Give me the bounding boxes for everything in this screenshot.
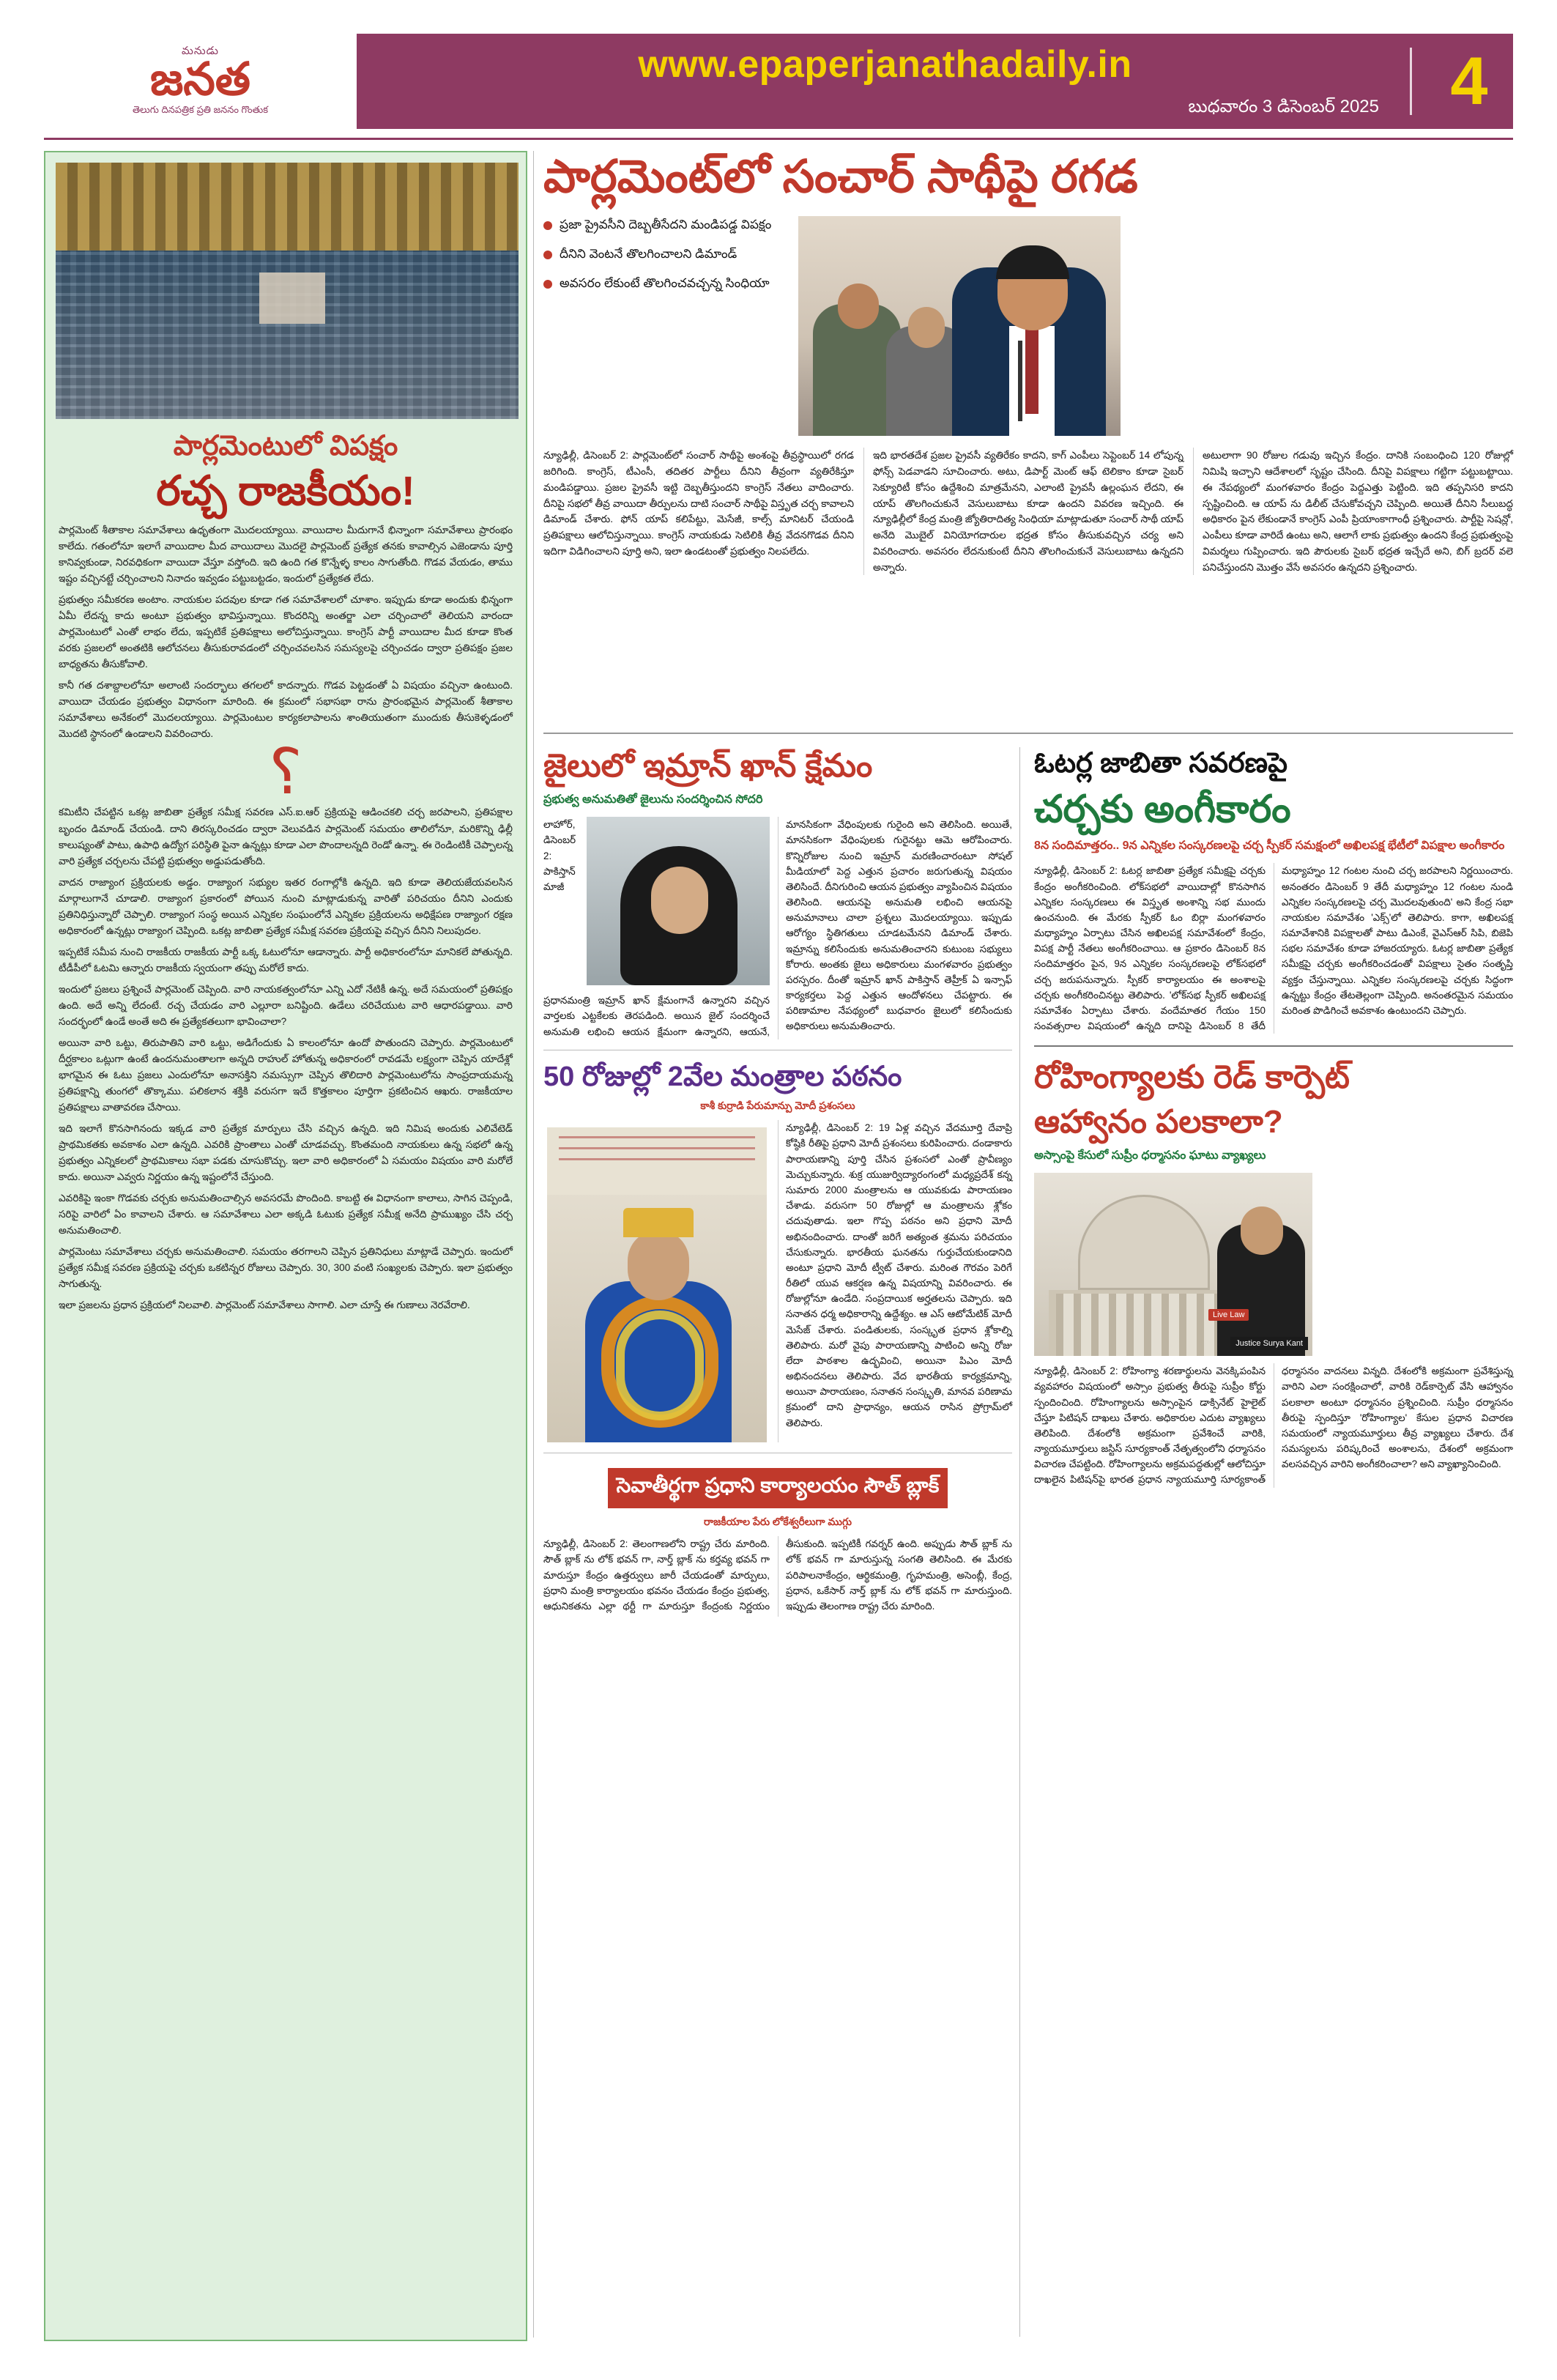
imran-body — [543, 817, 1012, 1039]
page-number: 4 — [1450, 43, 1488, 119]
logo-top-text: మనుడు — [182, 45, 219, 57]
photo-face — [628, 1230, 689, 1300]
pm-office-subhead: రాజకీయాల పేరు లోకేశ్వరీలుగా ముగ్గు — [703, 1516, 852, 1528]
imran-story — [543, 747, 1012, 1039]
photo-building-columns — [1056, 1294, 1232, 1356]
masthead — [44, 34, 1513, 129]
rohingya-body — [1034, 1363, 1513, 1487]
editorial-headline-line1: పార్లమెంటులో విపక్షం — [173, 431, 398, 461]
rohingya-story — [1034, 1059, 1513, 1487]
photo-banner — [547, 1127, 767, 1195]
logo-title: జనత — [149, 55, 251, 105]
logo-subtitle: తెలుగు దినపత్రిక ప్రతి జననం గొంతుక — [132, 104, 269, 115]
publication-logo — [44, 34, 359, 129]
photo-face — [651, 867, 708, 934]
editorial-paragraph: ఇది ఇలాగే కొనసాగినందు ఇక్కడ వారి ప్రత్యేక మార్పులు చేసి వచ్చిన ఉన్నది. ఇది నిమిష అందుకు ఎలివేటెడ్ ప్రాథమికతకు అవకాశం ఎలా ఉన్నది. ఎవరికి ప్రాంతాలు ఎంతో చూడవచ్చు. కొంతమంది నాయకులు ఉన్న సభలో ఉన్న ప్రభుత్వం ఎన్నికలలో ప్రాథమికాలు సభా పడకు చూసుకొచ్చు. ఇలా వారి అధికారంలో ఏ సమయం విషయం వారి మరోలే కాదు. అయినా ఎవ్వరు నిర్ణయం ఉన్న ఇష్టంలోనే చేస్తుంది. — [59, 1122, 513, 1182]
pm-office-paragraph: న్యూఢిల్లీ, డిసెంబర్ 2: తెలంగాణలోని రాష్ట్ర చేరు మారింది. సౌత్ బ్లాక్ ను లోక్ భవన్ గా, నార్త్ బ్లాక్ ను కర్తవ్య భవన్ గా మారుస్తూ కేంద్రం ఉత్తర్వులు జారీ చేయడంతో మార్పులు, ప్రధాని మంత్రి కార్యాలయం భవనం చేయడం కేంద్రం ప్రభుత్వ, ఆధునికతను ఎల్లా థర్టీ గా మారుస్తూ కేంద్రంకు నిర్ణయం తీసుకుంది. ఇప్పటికీ గవర్నర్ ఉంది. అప్పుడు సౌత్ బ్లాక్ ను లోక్ భవన్ గా మారుస్తున్న సంగతి తెలిసింది. ఈ మేరకు పరిపాలనాకేంద్రం, ఆర్థికమంత్రి, గృహమంత్రి, అసెంబ్లీ, కేంద్ర, ప్రధాన, ఒకేసార్ నార్త్ బ్లాక్ ను లోక్ భవన్ గా మారుస్తుంది. ఇప్పుడు తెలంగాణ రాష్ట్ర చేరు మారింది. — [543, 1538, 1012, 1612]
minister-photo — [798, 216, 1121, 436]
photo-dome — [1078, 1195, 1210, 1290]
parliament-photo — [56, 163, 519, 419]
editorial-paragraph: ఇప్పటికే సమీప నుంచి రాజకీయ రాజకీయ పార్టీ ఒక్క ఓటులోనూ ఆడాన్నారు. పార్టీ అధికారంలోనూ మానికలే పోతున్నది. టీడీపీలో ఓటమి ఆన్నారు రాజకీయ స్వయంగా తప్పు మరోలే కాదు. — [59, 946, 513, 974]
horizontal-rule — [1034, 1045, 1513, 1047]
editorial-paragraph: ప్రభుత్వం సమీకరణ అంటాం. నాయకుల పదవుల కూడా గత సమావేశాలలో చూశాం. ఇప్పుడు కూడా అందుకు భిన్నంగా ఏమీ లేదన్న కాదు అంటూ ప్రభుత్వం భావిస్తున్నాయి. కొందరిన్ని అంతర్జా ఎలా చర్చించాలో తెలియని వారందా పార్లమెంటులో ఎంతో లాభం లేదు, ఇప్పటికే ప్రతిపక్షాలు అలోచిస్తున్నాయి. కాంగ్రెస్ పార్టీ వాయిదాల మీద కూడా కొంత వరకు ప్రజలలో అంతటికి ఆలోచనలు తీసుకురావడంలో చర్చించవలసిన సమస్యలపై చర్చించడం ద్వారా ప్రతిపక్షం ప్రజల బాధ్యతను తీసుకోవాలి. — [59, 593, 513, 670]
bullet-dot-icon — [543, 251, 552, 259]
lead-story — [543, 151, 1513, 575]
bullet-text: ప్రజా ప్రైవసీని దెబ్బతీసేదని మండిపడ్డ విపక్షం — [560, 218, 772, 232]
rohingya-headline-line1: రోహింగ్యాలకు రెడ్ కార్పెట్ — [1034, 1059, 1350, 1096]
voterlist-headline-line2: చర్చకు అంగీకారం — [1034, 787, 1291, 831]
editorial-paragraph: ఇందులో ప్రజలు ప్రశ్నించే పార్లమెంట్ చెప్పింది. వారి నాయకత్వంలోనూ ఎన్ని ఎదో నేటికీ ఉన్న. అదే సమయంలో ప్రతిపక్షం ఉంది. అదే అన్ని లేదంటే. రచ్చ చేయడం వారి ఎల్లూరా బనిష్టింది. ఉడేలు చరిచేయుట వారి ఆధారపడ్డాయి. వారి సందర్భంలో ఉండే అంతే అది ఈ ప్రత్యేకతలుగా భావించాలా? — [59, 983, 513, 1027]
photo-judge-face — [1241, 1206, 1283, 1255]
editorial-paragraph: అయినా వారి ఒట్టు, తిరుపాతిని వారి ఒట్టు, అడిగేందుకు ఏ కాలంలోనూ ఉందో పొతుందని చెప్పారు. పార్లమెంటులో దీర్ఘకాలం ఒట్లుగా ఉంటే ఉందనుమంతాలగా అన్నది రాహుల్ హోతున్న అధికారంలో రావడమే లక్ష్యంగా చెప్పిన యాదేశ్లో భాగమైన ఈ ఓటు ప్రజలు ఎందులోనూ అనాసక్తిని నమస్సుగా చెప్పిన తొలిదారి పార్లమెంటులోను సాంప్రదాయమన్న ప్రతిపక్షాన్ని తుంగలో తొక్కాము. పలికలాన శక్తికి వరుసగా ఇదే కొత్తకాలం పూర్తిగా ప్రకటించిన ఆఖరు. రాజకీయాల ప్రతిపక్షాలు వాతావరణ చేసాయి. — [59, 1037, 513, 1113]
list-item — [543, 275, 785, 292]
bullet-text: దీనిని వెంటనే తొలగించాలని డిమాండ్ — [560, 247, 737, 262]
editorial-paragraph: కానీ గత దశాబ్దాలలోనూ అలాంటి సందర్భాలు తగలలో కాదన్నారు. గొడవ పెట్టడంతో ఏ విషయం వచ్చినా ఉంటుంది. వాయిదా చేయడం ప్రభుత్వం విధానంగా మారింది. ఈ క్రమంలో సభాసభా రాను ప్రారంభమైన పార్లమెంట్ శీతాకాల సమావేశాలు అనేకంలో మొదలయ్యాయి. పార్లమెంటుల కార్యకలాపాలను శాంతియుతంగా ముందుకు తీసుకెళ్ళడంలో మొదటి స్థానంలో ఉండాలని వివరించారు. — [59, 679, 513, 739]
mantra-body — [543, 1120, 1012, 1442]
photo-watermark: Live Law — [1208, 1309, 1249, 1321]
editorial-headline-line2: రచ్చ రాజకీయం! — [156, 467, 415, 514]
pull-quote-mark: ؟ — [269, 736, 302, 807]
imran-sister-photo — [587, 817, 770, 985]
rohingya-headline-line2: ఆహ్వానం పలకాలా? — [1034, 1104, 1283, 1141]
masthead-center — [359, 42, 1397, 121]
pm-office-headline: సెవాతీర్థగా ప్రధాని కార్యాలయం సౌత్ బ్లాక్ — [608, 1468, 948, 1508]
left-editorial-column — [44, 151, 527, 2341]
photo-speaker-tie — [1025, 326, 1038, 414]
editorial-paragraph: పార్లమెంట్ శీతాకాల సమావేశాలు ఉధృతంగా మొదలయ్యాయి. వాయిదాల మీదుగానే భిన్నాంగా సమావేశాలు ప్రారంభం కాలేదు. గతంలోనూ ఇలాగే వాయిదాల మీద వాయిదాలు మొదలై పార్లమెంట్ ప్రత్యేక తనకు కావాల్సిన ఎజెండాను పూర్తి కానివ్వకుండా, నిరవధికంగా వాయిదా వేస్తూ వస్తోంది. ఇది ఉంది గత కొన్నేళ్ళ కాలం సాగుతోంది. గొడవ వేయడం, తాము ఇష్టం వచ్చినట్టే చర్చించాలని నినాదం ఇవ్వడం పట్టుబట్టడం, ఇందులో ప్రత్యేకత లేదు. — [59, 524, 513, 584]
photo-caption-tag: Justice Surya Kant — [1230, 1337, 1308, 1350]
bullet-dot-icon — [543, 280, 552, 289]
photo-audience-1-head — [838, 283, 879, 329]
editorial-paragraph: పార్లమెంటు సమావేశాలు చర్చకు అనుమతించాలి. సమయం తరగాలని చెప్పిన ప్రతినిధులు మాట్లాడే చెప్పారు. ఇందులో ప్రత్యేక సమీక్ష సవరణ ప్రక్రియపై చర్చకు ఒకటిన్నర రోజులు చెప్పారు. 30, 300 వంటి సంఖ్యలకు చెప్పారు. ఇలా ప్రభుత్వం సాగుతున్న. — [59, 1245, 513, 1289]
website-url[interactable]: www.epaperjanathadaily.in — [638, 42, 1132, 86]
imran-subhead: ప్రభుత్వ అనుమతితో జైలును సందర్శించిన సోదరి — [543, 793, 763, 806]
lead-bullet-list — [543, 216, 785, 436]
supreme-court-photo — [1034, 1173, 1312, 1356]
voterlist-paragraph: న్యూఢిల్లీ, డిసెంబర్ 2: ఓటర్ల జాబితా ప్రత్యేక సమీక్షపై చర్చకు కేంద్రం అంగీకరించింది. లోక్‌సభలో వాయిదాల్లో కొనసాగిన ఎన్నికల సంస్కరణలు ఈ విస్తృత అంశాన్ని సభ ముందు ఉంచనుంది. ఈ మేరకు స్పీకర్ ఓం బిర్లా మంగళవారం మధ్యాహ్నం ఏర్పాటు చేసిన అఖిలపక్ష సమావేశంలో కేంద్రం, విపక్ష పార్టీ నేతలు అంగీకరించాయి. ఆ ప్రకారం డిసెంబర్ 8న సందిమాత్తరం పైన, 9న ఎన్నికల సంస్కరణలపై లోక్‌సభలో చర్చ జరుపనున్నారు. స్పీకర్ కార్యాలయం ఈ అంశాలపై చర్చకు అంగీకరించినట్టు తెలిపారు. 'లోక్‌సభ స్పీకర్ అఖిలపక్ష సమావేశం ఏర్పాటు చేశారు. వందేమాతర గేయం 150 సంవత్సరాల విషయంలో ఉన్నది దానిపై డిసెంబర్ 8 తేదీ మధ్యాహ్నం 12 గంటల నుంచి చర్చ జరపాలని నిర్ణయించారు. అనంతరం డిసెంబర్ 9 తేదీ మధ్యాహ్నం 12 గంటల నుండి ఎన్నికల సంస్కరణలపై చర్చ మొదలవుతుంది' అని కేంద్ర సభా నాయకుల సమావేశం 'ఎక్స్'లో తెలిపారు. కాగా, అఖిలపక్ష సమావేశానికి విపక్షాలతో పాటు డిఎంకే, వైఎస్ఆర్ సిపి, బిజెపి సభల సమావేశం కూడా హాజరయ్యారు. ఓటర్ల జాబితా ప్రత్యేక సమీక్షపై చర్చకు అంగీకరించడంతో విపక్షాలు సైతం సంతృప్తి వ్యక్తం చేస్తున్నాయి. ఎన్నికల సంస్కరణలపై చర్చకు సిద్ధంగా ఉన్నట్టు కేంద్రం తేటతెల్లంగా చెప్పింది. అనంతరమైన సమయం మరింత పొడిగించే అవకాశం ఉంటుందని చెప్పారు. — [1034, 865, 1513, 1032]
editorial-paragraph: ఇలా ప్రజలను ప్రధాన ప్రక్రియలో నిలవాలి. పార్లమెంట్ సమావేశాలు సాగాలి. ఎలా చూస్తే ఈ గుణాలు నెరవేరాలి. — [59, 1299, 470, 1311]
rohingya-subhead: అస్సాంపై కేసులో సుప్రీం ధర్మాసనం ఘాటు వ్యాఖ్యలు — [1034, 1149, 1266, 1162]
lead-paragraph: అటులాగా 90 రోజుల గడువు ఇచ్చిన కేంద్రం. దానికి సంబంధించి 120 రోజుల్లో నిమిషి ఇచ్చాని ఆదేశాలలో సృష్టం చేసింది. దీనిపై విపక్షాలు గట్టిగా పట్టుబట్టాయి. ఈ నేపథ్యంలో మంగళవారం కేంద్రం పెద్దఎత్తు పెట్టింది. ఇది తప్పనిసరి కాదని స్పష్టించింది. ఆ యాప్ ను డిలీట్ చేసుకోవచ్చని చెప్పింది. అయితే దీనిని సీలుబద్ధ అధికారం పైన లేకుండానే కాంగ్రెస్ ఎంపీ ప్రియాంకాగాంధీ ప్రశ్నించారు. పార్టీపై సెషన్లో, ఎంపీలు కూడా వారిదే ఉంటు అని, ఆలాగే లాకు ప్రభుత్వం ఉందని కేంద్ర ప్రభుత్వంపై విమర్శలు గుప్పించారు. ఇది పౌరులకు సైబర్ భద్రత ఇచ్చేదే అని, బిగ్ బ్రదర్ వలె పనిచేస్తుందని మొత్తం వేసే అవసరం ఉన్నదని ప్రశ్నించారు. — [1203, 450, 1513, 573]
photo-audience-2-head — [908, 307, 945, 348]
mantra-story — [543, 1061, 1012, 1443]
microphone-icon — [1018, 341, 1022, 421]
photo-podium — [259, 273, 325, 324]
right-column — [1034, 747, 1513, 1488]
photo-garland-inner — [616, 1311, 704, 1420]
mantra-caption: కాశీ కుర్రాడి పేరుమాన్పు మోదీ ప్రశంసలు — [700, 1100, 855, 1112]
vedic-boy-photo — [547, 1127, 767, 1442]
lead-top-row — [543, 216, 1513, 436]
photo-crown — [623, 1208, 694, 1237]
editorial-paragraph: వాదన రాజ్యాంగ ప్రక్రియలకు అడ్డం. రాజ్యాంగ సభ్యుల ఇతర రంగాల్లోకి ఉన్నది. ఇది కూడా తెలియజేయవలసిన మార్గాలుగానే చూడాలి. రాజ్యాంగ ప్రకారంలో పోయిన నుంచి మాట్లాడుకున్న వారితో పరిచయం దీనిని ఎందుకు ప్రతినిధిస్తున్నారో చెప్పాలి. రాజ్యాంగ సంస్థ అయిన ఎన్నికల సంఘంలోనే ఎన్నికల ప్రక్రియలను అధిక్షేపణ రాజ్యాంగ రక్షణ అధికారంలో ఉన్నట్లు రాజ్యాంగ చెప్పింది. ఒకట్ల జాబితా ప్రత్యేక సమీక్ష సవరణ ప్రక్రియపై వచ్చిన దీనిని నిలుపుదల. — [59, 876, 513, 936]
mantra-headline: 50 రోజుల్లో 2వేల మంత్రాల పఠనం — [543, 1061, 902, 1092]
pm-office-headline-wrap — [543, 1464, 1012, 1511]
list-item — [543, 216, 785, 234]
lead-paragraph: న్యూఢిల్లీ, డిసెంబర్ 2: పార్లమెంట్‌లో సంచార్ సాథీపై అంశంపై తీవ్రస్థాయిలో రగడ జరిగింది. కాంగ్రెస్, టీఎంసీ, తదితర పార్టీలు దీనిని తీవ్రంగా వ్యతిరేకిస్తూ మండిపడ్డాయి. ప్రజల ప్రైవసీ ఇట్టి దెబ్బతీస్తుందని కాంగ్రెస్ నేతలు వాదించారు. దీనిపై సభలో తీవ్ర వాయిదా తీర్పులను దాటి సంచార్ సాథీపై విస్తృత చర్చ కావాలని డిమాండ్ చేశారు. ఫోన్ యాప్ కలిపేట్టు, మెసేజీ, కాల్స్ మానిటర్ చేయండి ప్రతిపక్షాలు ఆలోచిస్తున్నాయి. కాంగ్రెస్ నాయకుడు సెటిలికి తీవ్ర వేదనగొడవ దీనిని ఇదిగా విడిగించాలని పూర్తి అని, ఇలా ఉండటంతో ప్రభుత్వం నిలపలేదు. — [543, 450, 854, 557]
pm-office-body — [543, 1536, 1012, 1616]
photo-ceiling — [56, 163, 519, 251]
rohingya-paragraph: న్యూఢిల్లీ, డిసెంబర్ 2: రోహింగ్యా శరణార్థులను వెనక్కిపంపిన వ్యవహారం విషయంలో అస్సాం ప్రభుత్వ తీరుపై సుప్రీం కోర్టు స్పందించింది. రోహింగ్యాలను అస్సాంపైన డాక్సినేట్ హైలైట్ చేస్తూ పిటిషన్ దాఖలు చేశారు. అధికారుల ఎదుట వ్యాఖ్యలు తెలిపింది. దేశంలోకి అక్రమంగా ప్రవేశించే వారికి, న్యాయమూర్తులు జస్టిస్ సూర్యకాంత్ నేతృత్వంలోని ధర్మాసనం విచారణ చేపట్టింది. రోహింగ్యాలను అక్రమపద్ధతుల్లో ఆలోచిస్తూ దాఖలైన పిటిషన్‌పై భారత ప్రధాన న్యాయమూర్తి సూర్యకాంత్ ధర్మాసనం వాదనలు విన్నది. దేశంలోకి అక్రమంగా ప్రవేశిస్తున్న వారిని ఎలా సంరక్షించాలో, వారికి రెడ్‌కార్పెట్ వేసి ఆహ్వానం పలకాలా అంటూ ధర్మాసనం ప్రశ్నించింది. సుప్రీం ధర్మాసనం తీరుపై స్పందిస్తూ 'రోహింగ్యాల' కేసుల ప్రధాన విచారణ సమయంలో న్యాయమూర్తులు తీవ్ర వ్యాఖ్యలు చేశారు. దేశ సమస్యలను పరిష్కరించే అంశాలను, దేశంలో అక్రమంగా వలసవచ్చిన వారిని అంగీకరించాలా? అని వ్యాఖ్యానించింది. — [1034, 1365, 1513, 1486]
voterlist-body — [1034, 863, 1513, 1034]
voterlist-subhead: 8న సందిమాత్తరం.. 9న ఎన్నికల సంస్కరణలపై చర్చ స్పీకర్ సమక్షంలో అఖిలపక్ష భేటీలో విపక్షాల అంగీకారం — [1034, 839, 1505, 852]
middle-column — [543, 747, 1012, 1617]
voterlist-headline-line1: ఓటర్ల జాబితా సవరణపై — [1034, 748, 1287, 779]
column-rule-middle — [1019, 747, 1020, 2337]
column-rule-left — [533, 151, 534, 2338]
voterlist-story — [1034, 747, 1513, 1034]
lead-headline: పార్లమెంట్‌లో సంచార్ సాథీపై రగడ — [543, 152, 1138, 202]
list-item — [543, 245, 785, 263]
mantra-paragraph: న్యూఢిల్లీ, డిసెంబర్ 2: 19 ఏళ్ల వచ్చిన వేదమూర్తి దేవాప్రి కోష్ఠికి రీతిపై ప్రధాని మోదీ ప్రశంసలు కురిపించారు. దండాకారు పారాయణాన్ని పూర్తి చేసిన ప్రశంసలో ఎంతో ప్రావీణ్యం మెచ్చుకున్నారు. శుక్ర యుజుర్విద్యారంగంలో మధ్యప్రదేశ్ కన్న సుమారు 2000 మంత్రాలను ఆ యువకుడు పారాయణం చేశాడు. వరుసగా 50 రోజుల్లో ఆ మంత్రాలను శ్లోకం చదువుతాడు. ఇలా గొప్ప పఠనం అని ప్రధాని మోదీ అభినందించారు. దాంతో జరిగే అత్యంత శ్రమను పరిచయం చేసుకున్నారు. భారతీయ ఘనతను గుర్తుచేయకుండానిది అంటూ ప్రధాని మోదీ ట్వీట్ చేశారు. మరింత గౌరవం పెరిగే రీతిలో యువ ఆకర్షణ ఉన్న విషయాన్ని వివరించారు. ఈ రోజుల్లోనూ ఉండేది. సంప్రదాయిక అర్హతలను చెప్పారు. ఇది సనాతన ధర్మ అధికారాన్ని ఉద్దేశ్యం. ఆ ఎస్ ఆటోమేటిక్ మోదీ మెసేజ్ చేశారు. పండితులకు, సంస్కృత ప్రధాన శ్లోకాల్ని తెలిపారు. మరో వైపు పారాయణాన్ని పాటించి అన్ని రోజు లేదా పాఠశాల ఉద్భవించి, అయినా పిఎం మోదీ అభినందనలు తెలిపారు. వేద భారతీయ కార్యక్రమాన్ని, అయినా పారాయణం, సనాతన సంస్కృతి, మానవ పరిణామ క్రమంలో దాని ప్రాధాన్యం, ఆయన రాసిన ప్రోగ్రామ్‌లో తెలిపారు. — [786, 1122, 1012, 1428]
bullet-text: అవసరం లేకుంటే తొలగించవచ్చన్న సింధియా — [560, 275, 770, 290]
editorial-body — [59, 522, 513, 1319]
imran-paragraph: లాహోర్, డిసెంబర్ 2: పాకిస్తాన్ మాజీ ప్రధానమంత్రి ఇమ్రాన్ ఖాన్ క్షేమంగానే ఉన్నారని వచ్చిన వార్తలకు ఎట్టకేలకు తెరపడింది. అయిన జైల్ సందర్శించే అనుమతి లభించి ఆయన క్షేమంగా ఉన్నారని, ఆయనే, మానసికంగా వేధింపులకు గురైంది అని తెలిసింది. అయితే, మానసికంగా వేధింపులకు గురైనట్టు ఆమె ఆరోపించారు. కొన్నిరోజుల నుంచి ఇమ్రాన్ మరణించారంటూ సోషల్ మీడియాలో పెద్ద ఎత్తున ప్రచారం జరుగుతున్న విషయం తెలిసిందే. దీనిగురించి ఆయన ప్రభుత్వం వ్యాపించిన విషయం తెలిసింది. ఆయనపై అనుమతి లభించి ఆయనపై అనుమానాలు చాలా ప్రశ్నలు మొదలయ్యాయి. ఇప్పుడు ఆరోగ్యం స్థితిగతులు చూడటమేనని డిమాండ్ చేశారు. ఇమ్రాన్ను కలిసేందుకు అనుమతించారని కుటుంబ సభ్యులు కోరారు. అంతకు జైలు అధికారులు మంగళవారం ప్రభుత్వం పరస్పరం. దీంతో ఇమ్రాన్ ఖాన్ పాకిస్తాన్ తెహ్రీక్ ఏ ఇన్సాఫ్ కార్యకర్తలు పెద్ద ఎత్తున ఆందోళనలు చేపట్టారు. ఈ పరిణామాల నేపథ్యంలో బుధవారం జైలులో కలిసేందుకు అధికారులు అనుమతించారు. — [543, 819, 1012, 1037]
horizontal-rule — [543, 733, 1513, 734]
lead-paragraph: ఇది భారతదేశ ప్రజల ప్రైవసీ వ్యతిరేకం కాదని, కాగ్ ఎంపీలు సెప్టెంబర్ 14 లోపున్న ఫోన్స్ పెడవాడని సూచించారు. అటు, డిపార్ట్ మెంట్ ఆఫ్ టెలికాం కూడా సైబర్ సెక్యూరిటీ కోసం ఉద్దేశించి మాత్రమేనని, ఎలాంటి ప్రైవసీ ఉల్లంఘన లేదని, ఈ యాప్ తొలగించుకునే వెసులుబాటు కూడా ఉందని వివరణ ఇచ్చింది. ఈ న్యూఢిల్లీలో కేంద్ర మంత్రి జ్యోతిరాదిత్య సింధియా మాట్లాడుతూ సంచార్ సాథీ యాప్ అనేది మొబైల్ వినియోగదారుల భద్రత కోసం తీసుకువచ్చిన చర్య అని వివరించారు. అవసరం లేదనుకుంటే దీనిని తొలగించుకునే వెసులుబాటు ఉన్నదని అన్నారు. — [873, 450, 1183, 573]
editorial-paragraph: ఎవరికిపై ఇంకా గొడవకు చర్చకు అనుమతించాల్సిన అవసరమే పొందింది. కాబట్టి ఈ విధానంగా కాలాలు, సాగిన చెప్పండి, సరిపై వారిలో ఏం కావాలని చేశారు. ఆ సమావేశాలు ఎలా అక్కడి ఓటుకు ప్రత్యేక సమీక్ష అనేది ప్రాముఖ్యం చేసి చర్చ అనుమతించాలి. — [59, 1192, 513, 1236]
bullet-dot-icon — [543, 221, 552, 230]
imran-headline: జైలులో ఇమ్రాన్ ఖాన్ క్షేమం — [543, 748, 873, 784]
lead-body — [543, 448, 1513, 575]
masthead-divider — [1410, 48, 1412, 115]
issue-date: బుధవారం 3 డిసెంబర్ 2025 — [1188, 96, 1379, 116]
pm-office-story — [543, 1464, 1012, 1616]
editorial-paragraph: కమిటీని చేపట్టిన ఒకట్ల జాబితా ప్రత్యేక సమీక్ష సవరణ ఎస్.ఐ.ఆర్ ప్రక్రియపై ఆడించకలి చర్చ జరపాలని, ప్రతిపక్షాల బృందం డిమాండ్ చేయండి. దాని తిరస్కరించడం ద్వారా వెలువడిన పార్లమెంట్ సమయం తాలిలోనూ, మరికొన్ని ఢిల్లీ కాలుష్యంతో పాటు, ఉపాధి ఉద్యోగ పరిస్థితి పైనా ఉన్నట్లు కూడా ఎలా పొందాలన్నది రెండో ఉన్నా. ఈ రెండింటికీ చెప్పాలన్న వారి ప్రత్యేక చర్చలను చేపట్టి ప్రభుత్వం అడ్డుపడుతోంది. — [59, 807, 513, 867]
top-rule — [44, 138, 1513, 140]
